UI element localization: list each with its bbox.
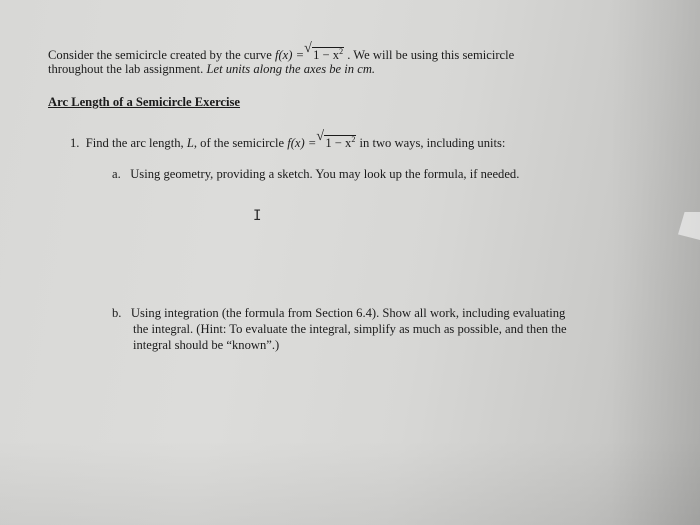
square-root: √ $1 - x^2$ bbox=[316, 129, 356, 151]
arc-length-symbol: L bbox=[186, 136, 194, 151]
radicand: 1 − x bbox=[313, 48, 340, 63]
question-number: 1. bbox=[70, 136, 80, 151]
part-label: a. bbox=[112, 167, 121, 181]
part-label: b. bbox=[112, 306, 122, 320]
function-formula bbox=[287, 129, 359, 151]
intro-line-2 bbox=[48, 61, 375, 78]
intro-text-italic: Let units along the axes be in cm. bbox=[206, 62, 376, 76]
intro-text-plain: throughout the lab assignment. bbox=[48, 62, 204, 76]
square-root: √ $1 - x^2$ bbox=[304, 41, 344, 63]
paper-edge-shadow bbox=[610, 0, 700, 525]
paper-shadow bbox=[0, 440, 700, 525]
intro-text-suffix: . We will be using this semicircle bbox=[347, 48, 515, 63]
part-a bbox=[112, 166, 519, 183]
part-b-line-1 bbox=[112, 305, 565, 322]
text-cursor-icon: I bbox=[253, 208, 262, 224]
section-heading: Arc Length of a Semicircle Exercise bbox=[48, 95, 241, 109]
question-text-suffix: in two ways, including units: bbox=[359, 136, 506, 151]
question-1 bbox=[70, 131, 505, 152]
radicand: 1 − x bbox=[325, 136, 352, 151]
function-label: f(x) = bbox=[274, 48, 305, 63]
question-text: Find the arc length, bbox=[85, 136, 184, 151]
part-text: Using integration (the formula from Section 6.4). Show all work, including evaluating bbox=[130, 306, 566, 320]
part-b-line-2: the integral. (Hint: To evaluate the integral, simplify as much as possible, and then the bbox=[133, 322, 567, 336]
part-text: Using geometry, providing a sketch. You may look up the formula, if needed. bbox=[130, 167, 520, 181]
question-text-mid: , of the semicircle bbox=[193, 136, 285, 151]
function-label: f(x) = bbox=[287, 136, 317, 151]
exponent: 2 bbox=[339, 47, 344, 56]
exponent: 2 bbox=[351, 135, 356, 144]
part-b-line-3: integral should be “known”.) bbox=[133, 338, 280, 352]
intro-text: Consider the semicircle created by the curve bbox=[48, 48, 272, 63]
